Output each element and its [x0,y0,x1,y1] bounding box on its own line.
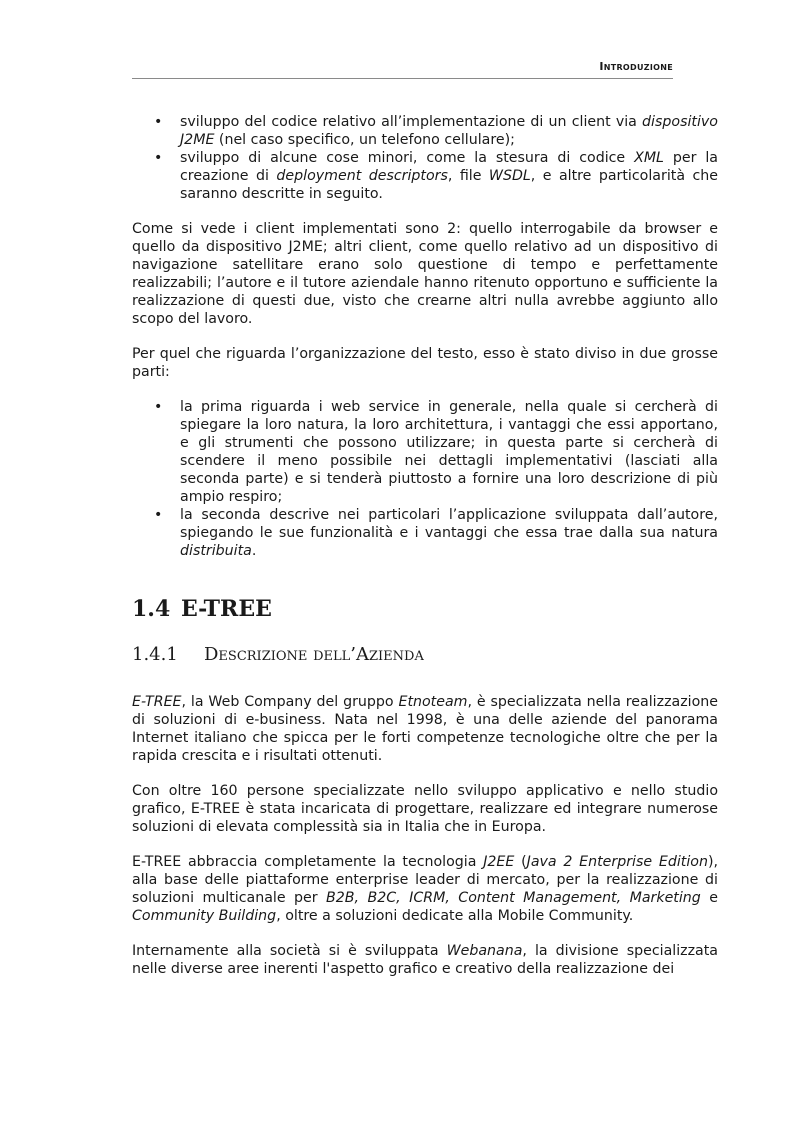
italic-text: Community Building [132,908,277,924]
text-run: (nel caso specifico, un telefono cellulare); [214,132,515,148]
text-run: ), alla base delle piattaforme enterprise leader di mercato, per la realizzazione di soluzioni multicanale per [132,854,719,906]
italic-text: XML [634,150,664,166]
text-run: sviluppo di alcune cose minori, come la stesura di codice [180,150,635,166]
text-run: , la divisione specializzata nelle diverse aree inerenti l'aspetto grafico e creativo della realizzazione dei [132,943,718,977]
text-run: E-TREE abbraccia completamente la tecnologia [132,854,484,870]
running-header: Introduzione [132,60,673,79]
bullet-item [132,149,718,203]
text-run: la seconda descrive nei particolari l’applicazione sviluppata dall’autore, spiegando le sue funzionalità e i vantaggi che essa trae dalla sua natura [180,507,718,541]
text-run: ( [514,854,527,870]
section-title: E-TREE [181,596,272,622]
subsection-title: Descrizione dell’Azienda [204,644,424,665]
italic-text: Java 2 Enterprise Edition [526,854,708,870]
italic-text: distribuita [180,543,252,559]
text-run: Con oltre 160 persone specializzate nello sviluppo applicativo e nello studio grafico, E-TREE è stata incaricata di progettare, realizzare ed integrare numerose soluzioni di elevata complessità sia in Italia che in Europa. [132,783,718,835]
paragraph [132,782,718,836]
italic-text: WSDL [488,168,531,184]
text-run: , e altre particolarità che saranno descritte in seguito. [180,168,718,202]
italic-text: J2EE [483,854,515,870]
italic-text: B2B, B2C, ICRM, Content Management, Marketing [326,890,701,906]
italic-text: E-TREE [132,694,182,710]
bullet-item [132,398,718,506]
text-run: la prima riguarda i web service in generale, nella quale si cercherà di spiegare la loro natura, la loro architettura, i vantaggi che essi apportano, e gli strumenti che possono utilizzare; in questa parte si cercherà di scendere il meno possibile nei dettagli implementativi (lasciati alla seconda parte) e si tenderà piuttosto a fornire una loro descrizione di più ampio respiro; [180,399,718,505]
bullet-item [132,113,718,149]
text-run: per la creazione di [180,150,719,184]
subsection-heading [132,643,718,667]
text-run: . [251,543,257,559]
text-run: sviluppo del codice relativo all’implementazione di un client via [180,114,643,130]
text-run: e [700,890,718,906]
section-number: 1.4 [132,596,171,622]
text-run: , è specializzata nella realizzazione di soluzioni di e-business. Nata nel 1998, è una delle aziende del panorama Internet italiano che spicca per le forti competenze tecnologiche oltre che per la rapida crescita e i risultati ottenuti. [132,694,718,764]
text-run: , file [447,168,489,184]
italic-text: Etnoteam [398,694,468,710]
paragraph [132,853,718,925]
paragraph [132,693,718,765]
italic-text: dispositivo J2ME [180,114,718,148]
italic-text: deployment descriptors [276,168,448,184]
bullet-list-2 [132,398,718,560]
paragraph: Come si vede i client implementati sono 2: quello interrogabile da browser e quello da dispositivo J2ME; altri client, come quello relativo ad un dispositivo di navigazione satellitare erano solo questione di tempo e perfettamente realizzabili; l’autore e il tutore aziendale hanno ritenuto opportuno e sufficiente la realizzazione di questi due, visto che crearne altri nulla avrebbe aggiunto allo scopo del lavoro. [132,221,718,327]
bullet-list-1 [132,113,718,203]
bullet-item [132,506,718,560]
page-body [132,113,718,995]
text-run: Internamente alla società si è sviluppata [132,943,447,959]
text-run: , la Web Company del gruppo [181,694,399,710]
paragraph: Per quel che riguarda l’organizzazione del testo, esso è stato diviso in due grosse parti: [132,346,718,380]
section-heading [132,595,718,623]
paragraph [132,942,718,978]
subsection-number: 1.4.1 [132,644,178,665]
text-run: , oltre a soluzioni dedicate alla Mobile Community. [276,908,634,924]
italic-text: Webanana [446,943,523,959]
